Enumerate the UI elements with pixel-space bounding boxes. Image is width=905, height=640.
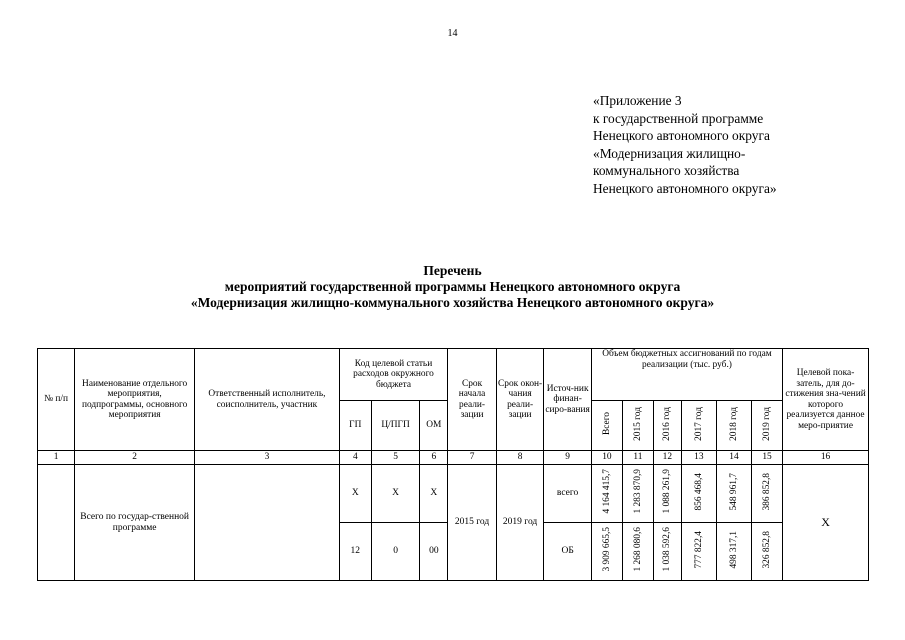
row-year-2016: 1 038 592,6 <box>662 527 673 573</box>
header-number: № п/п <box>38 349 75 451</box>
header-year-2018: 2018 год <box>728 406 739 441</box>
appendix-line: коммунального хозяйства <box>593 163 740 178</box>
appendix-line: к государственной программе <box>593 110 764 126</box>
appendix-header <box>593 92 777 197</box>
column-number: 1 <box>38 451 75 465</box>
row-year-2019: 386 852,8 <box>761 473 772 511</box>
column-number: 13 <box>681 451 716 465</box>
column-number: 8 <box>496 451 544 465</box>
row-year-2019: 326 852,8 <box>761 531 772 569</box>
header-name: Наименование отдельного мероприятия, подпрограммы, основного мероприятия <box>75 349 195 451</box>
header-year-2017: 2017 год <box>693 406 704 441</box>
column-number: 7 <box>448 451 497 465</box>
header-indicator: Целевой пока-затель, для до-стижения зна-чений которого реализуется данное меро-приятие <box>783 349 869 451</box>
header-start: Срок начала реали-зации <box>448 349 497 451</box>
row-year-2016: 1 088 261,9 <box>662 469 673 515</box>
column-number: 15 <box>752 451 783 465</box>
header-end: Срок окон-чания реали-зации <box>496 349 544 451</box>
row-year-2015: 1 283 870,9 <box>632 469 643 515</box>
column-number: 14 <box>716 451 751 465</box>
header-year-2015: 2015 год <box>632 406 643 441</box>
column-numbers-row <box>38 451 869 465</box>
title-line: мероприятий государственной программы Ненецкого автономного округа <box>224 279 681 294</box>
column-number: 12 <box>653 451 681 465</box>
column-number: 2 <box>75 451 195 465</box>
header-executor: Ответственный исполнитель, соисполнитель, участник <box>195 349 340 451</box>
column-number: 4 <box>339 451 371 465</box>
header-total: Всего <box>601 412 612 436</box>
column-number: 6 <box>420 451 448 465</box>
column-number: 10 <box>591 451 622 465</box>
header-gp: ГП <box>339 401 371 451</box>
header-year-2019: 2019 год <box>761 406 772 441</box>
column-number: 3 <box>195 451 340 465</box>
measures-table <box>37 348 869 581</box>
row-gp: 12 <box>339 523 371 581</box>
header-year-2016: 2016 год <box>662 406 673 441</box>
row-om: 00 <box>420 523 448 581</box>
row-cpgp: 0 <box>371 523 420 581</box>
row-year-2017: 856 468,4 <box>693 473 704 511</box>
header-code-group: Код целевой статьи расходов окружного бюджета <box>339 349 448 401</box>
header-volume-group: Объем бюджетных ассигнований по годам реализации (тыс. руб.) <box>591 349 782 401</box>
document-title <box>0 263 905 311</box>
row-start: 2015 год <box>448 465 497 581</box>
row-total: 3 909 665,5 <box>601 527 612 573</box>
row-total: 4 164 415,7 <box>601 469 612 515</box>
row-year-2018: 548 961,7 <box>728 473 739 511</box>
column-number: 9 <box>544 451 592 465</box>
appendix-line: «Модернизация жилищно- <box>593 145 746 161</box>
appendix-line: Ненецкого автономного округа» <box>593 180 777 196</box>
page-number: 14 <box>447 28 458 39</box>
row-om: Х <box>420 465 448 523</box>
header-om: ОМ <box>420 401 448 451</box>
header-source: Источ-ник финан-сиро-вания <box>544 349 592 451</box>
title-line: «Модернизация жилищно-коммунального хозяйства Ненецкого автономного округа» <box>190 295 715 310</box>
column-number: 5 <box>371 451 420 465</box>
row-end: 2019 год <box>496 465 544 581</box>
row-year-2018: 498 317,1 <box>728 531 739 569</box>
row-year-2017: 777 822,4 <box>693 531 704 569</box>
row-year-2015: 1 268 080,6 <box>632 527 643 573</box>
row-source: ОБ <box>544 523 592 581</box>
column-number: 11 <box>622 451 653 465</box>
appendix-line: Ненецкого автономного округа <box>593 128 770 143</box>
row-gp: Х <box>339 465 371 523</box>
column-number: 16 <box>783 451 869 465</box>
row-cpgp: Х <box>371 465 420 523</box>
row-name: Всего по государ-ственной программе <box>75 465 195 581</box>
row-indicator: Х <box>783 465 869 581</box>
header-cpgp: Ц/ПГП <box>371 401 420 451</box>
appendix-line: «Приложение 3 <box>593 93 682 108</box>
title-line: Перечень <box>423 263 482 278</box>
row-source: всего <box>544 465 592 523</box>
table-row <box>38 465 869 523</box>
